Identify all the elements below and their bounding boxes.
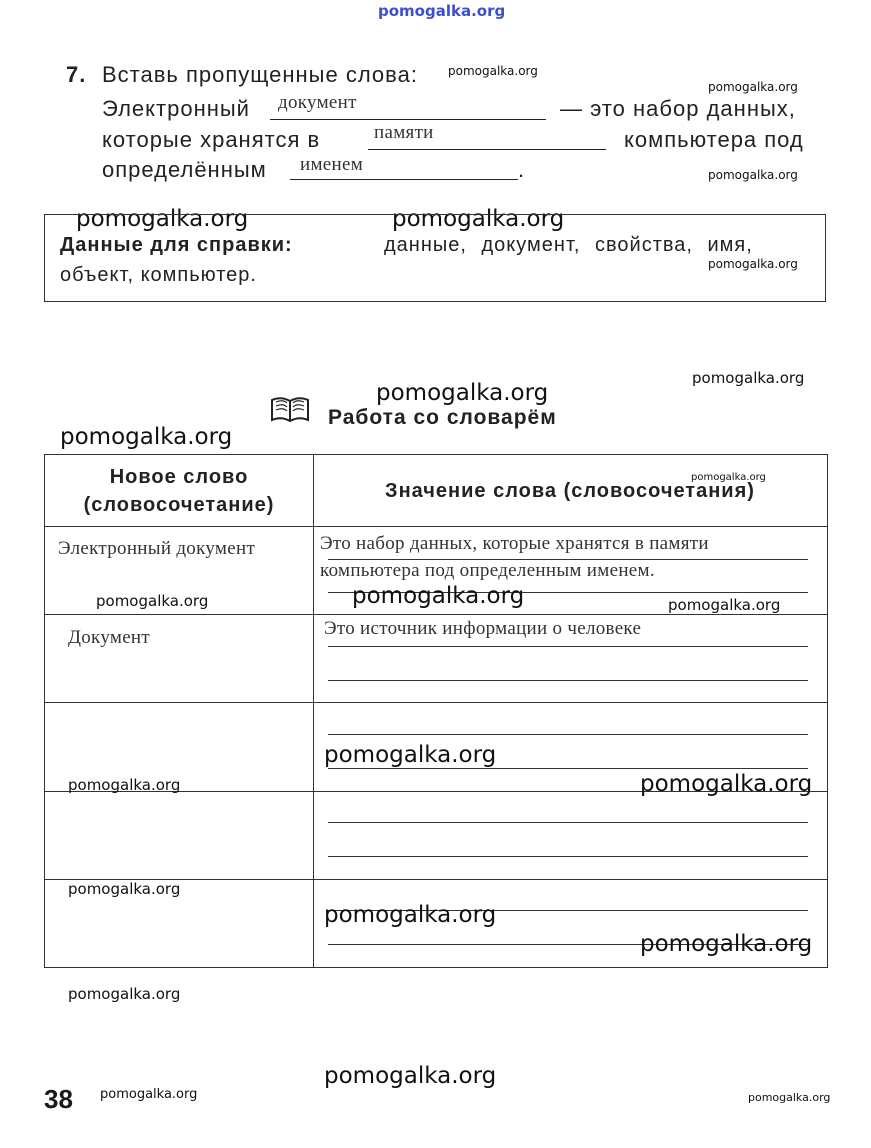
watermark: pomogalka.org: [668, 596, 781, 614]
watermark: pomogalka.org: [640, 771, 813, 797]
line1-end: — это набор данных,: [560, 96, 796, 121]
line1-start: Электронный: [102, 96, 250, 121]
header-col1-line1: Новое слово: [109, 466, 249, 488]
watermark: pomogalka.org: [100, 1087, 198, 1102]
row2-meaning-line1: Это источник информации о человеке: [324, 618, 642, 639]
watermark: pomogalka.org: [748, 1091, 831, 1104]
watermark: pomogalka.org: [68, 985, 181, 1003]
open-book-icon: [270, 396, 310, 424]
watermark: pomogalka.org: [692, 369, 805, 387]
watermark: pomogalka.org: [448, 64, 538, 78]
watermark-top: pomogalka.org: [378, 2, 506, 20]
watermark: pomogalka.org: [392, 206, 565, 232]
watermark: pomogalka.org: [60, 424, 233, 450]
watermark: pomogalka.org: [324, 742, 497, 768]
row2-word: Документ: [68, 627, 150, 648]
exercise-number: 7.: [66, 62, 87, 87]
watermark: pomogalka.org: [376, 380, 549, 406]
header-col1-line2: (словосочетание): [83, 494, 275, 516]
page-number: 38: [44, 1084, 73, 1114]
answer-line: [328, 822, 808, 823]
watermark: pomogalka.org: [324, 902, 497, 928]
row1-word: Электронный документ: [58, 538, 256, 559]
answer-line: [328, 646, 808, 647]
watermark: pomogalka.org: [96, 592, 209, 610]
answer-line: [328, 734, 808, 735]
row1-meaning-line1: Это набор данных, которые хранятся в памяти: [320, 533, 709, 554]
answer-line: [328, 768, 808, 769]
answer-line-2: [368, 149, 606, 150]
watermark: pomogalka.org: [352, 583, 525, 609]
answer-line: [328, 559, 808, 560]
row-divider: [45, 614, 827, 615]
watermark: pomogalka.org: [708, 257, 798, 271]
watermark: pomogalka.org: [324, 1063, 497, 1089]
answer-3-handwritten: именем: [300, 154, 364, 175]
watermark: pomogalka.org: [708, 168, 798, 182]
watermark: pomogalka.org: [640, 931, 813, 957]
watermark: pomogalka.org: [76, 206, 249, 232]
answer-line-1: [270, 119, 546, 120]
answer-line: [328, 856, 808, 857]
answer-line-3: [290, 179, 518, 180]
answer-line: [328, 680, 808, 681]
dictionary-title: Работа со словарём: [328, 406, 557, 429]
row-divider: [45, 702, 827, 703]
exercise-instruction: Вставь пропущенные слова:: [102, 62, 418, 87]
answer-2-handwritten: памяти: [374, 122, 434, 143]
row1-meaning-line2: компьютера под определенным именем.: [320, 560, 655, 581]
header-col2: Значение слова (словосочетания): [385, 480, 755, 502]
row-divider: [45, 526, 827, 527]
line3-start: определённым: [102, 157, 267, 182]
watermark: pomogalka.org: [708, 80, 798, 94]
watermark: pomogalka.org: [68, 776, 181, 794]
line2-start: которые хранятся в: [102, 127, 321, 152]
reference-words-line1: данные, документ, свойства, имя,: [384, 234, 753, 256]
reference-words-line2: объект, компьютер.: [60, 264, 257, 286]
reference-label: Данные для справки:: [60, 234, 293, 256]
answer-1-handwritten: документ: [278, 92, 357, 113]
column-divider: [313, 455, 314, 967]
line3-end: .: [518, 157, 526, 182]
watermark: pomogalka.org: [691, 472, 766, 483]
watermark: pomogalka.org: [68, 880, 181, 898]
line2-end: компьютера под: [624, 127, 804, 152]
